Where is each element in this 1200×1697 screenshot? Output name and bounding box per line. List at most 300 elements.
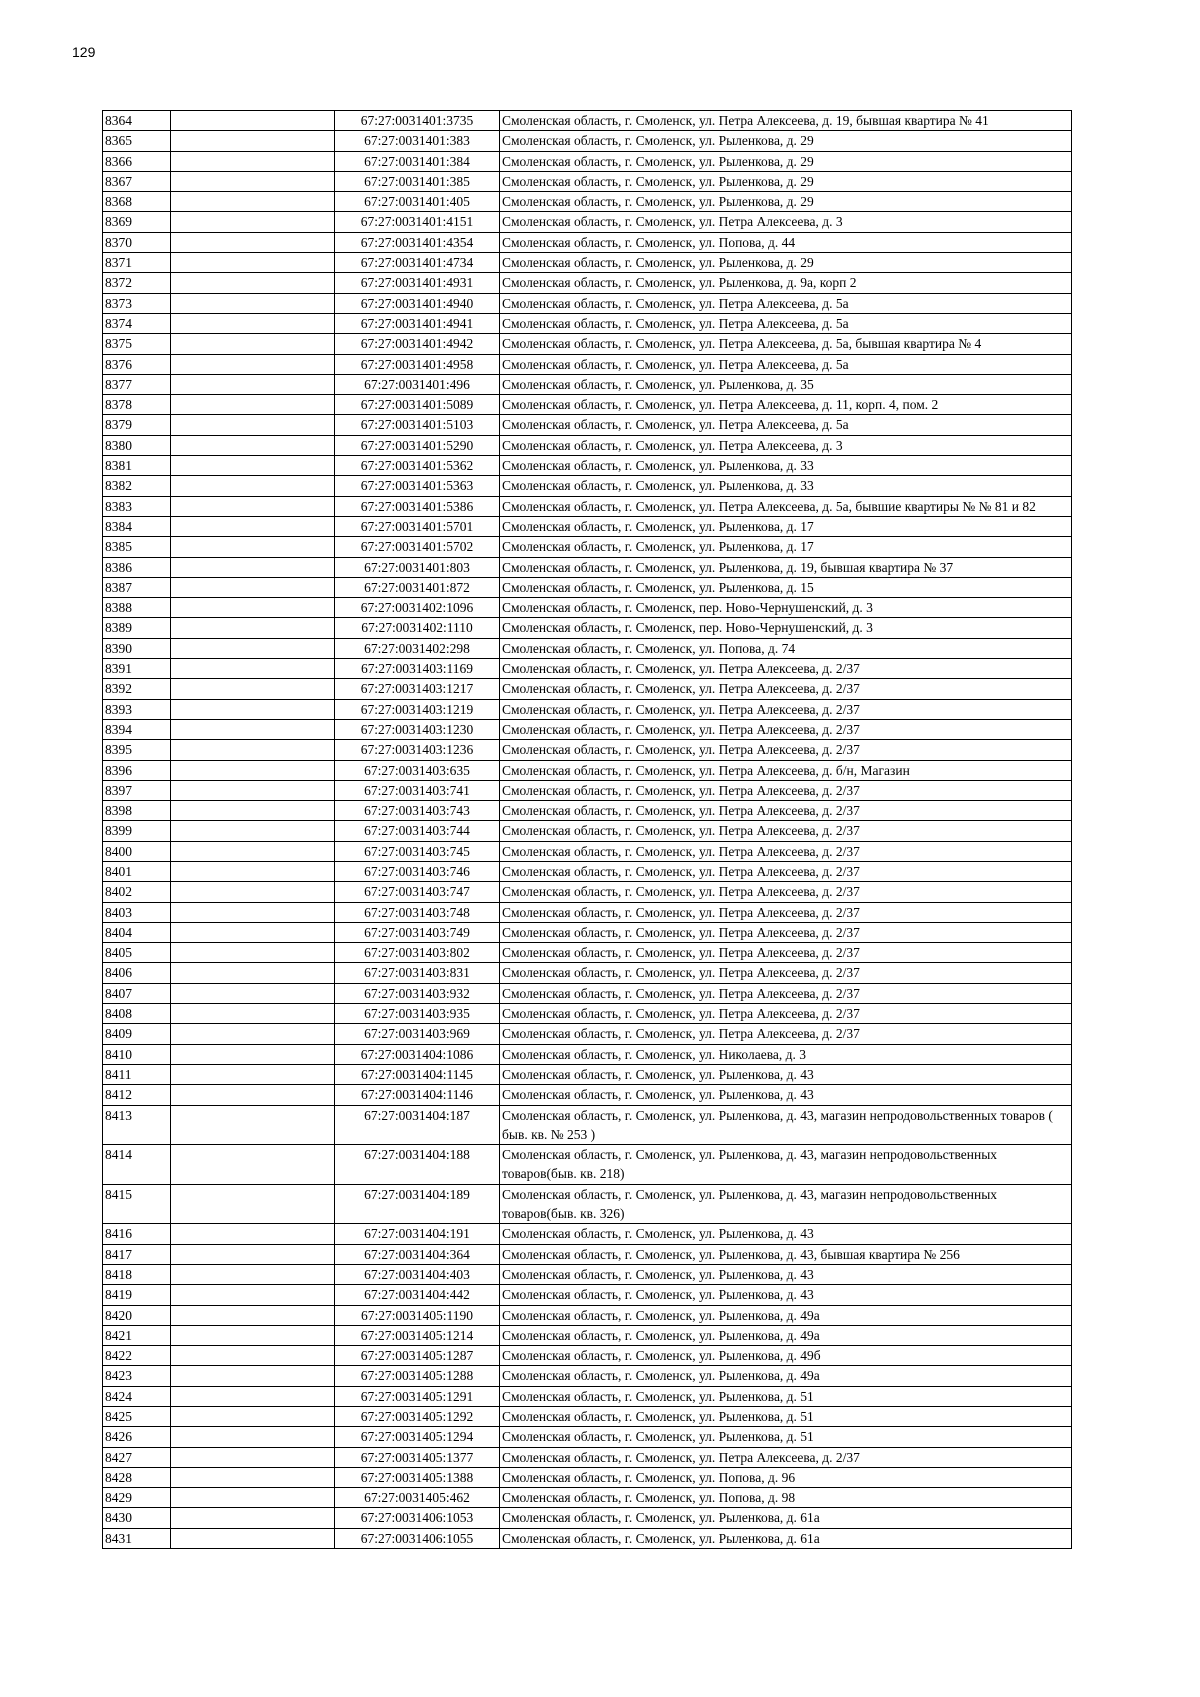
row-number-cell: 8401 — [103, 861, 171, 881]
cadastral-number-cell: 67:27:0031401:3735 — [335, 111, 500, 131]
table-row — [103, 902, 1072, 922]
table-row — [103, 496, 1072, 516]
empty-cell — [171, 456, 335, 476]
empty-cell — [171, 598, 335, 618]
table-row — [103, 1285, 1072, 1305]
empty-cell — [171, 151, 335, 171]
empty-cell — [171, 192, 335, 212]
cadastral-number-cell: 67:27:0031403:1236 — [335, 740, 500, 760]
empty-cell — [171, 1105, 335, 1145]
cadastral-number-cell: 67:27:0031403:1169 — [335, 659, 500, 679]
empty-cell — [171, 1407, 335, 1427]
cadastral-number-cell: 67:27:0031405:1377 — [335, 1447, 500, 1467]
empty-cell — [171, 1528, 335, 1548]
address-cell: Смоленская область, г. Смоленск, пер. Ново-Чернушенский, д. 3 — [500, 598, 1072, 618]
row-number-cell: 8427 — [103, 1447, 171, 1467]
row-number-cell: 8394 — [103, 719, 171, 739]
table-row — [103, 151, 1072, 171]
table-row — [103, 435, 1072, 455]
row-number-cell: 8375 — [103, 334, 171, 354]
table-row — [103, 1528, 1072, 1548]
row-number-cell: 8430 — [103, 1508, 171, 1528]
cadastral-number-cell: 67:27:0031403:743 — [335, 801, 500, 821]
address-cell: Смоленская область, г. Смоленск, ул. Петра Алексеева, д. 11, корп. 4, пом. 2 — [500, 395, 1072, 415]
empty-cell — [171, 1184, 335, 1224]
row-number-cell: 8407 — [103, 983, 171, 1003]
cadastral-number-cell: 67:27:0031404:403 — [335, 1264, 500, 1284]
row-number-cell: 8404 — [103, 922, 171, 942]
empty-cell — [171, 1305, 335, 1325]
table-row — [103, 1024, 1072, 1044]
address-cell: Смоленская область, г. Смоленск, ул. Петра Алексеева, д. 2/37 — [500, 882, 1072, 902]
table-row — [103, 1244, 1072, 1264]
row-number-cell: 8367 — [103, 171, 171, 191]
address-cell: Смоленская область, г. Смоленск, ул. Рыленкова, д. 19, бывшая квартира № 37 — [500, 557, 1072, 577]
empty-cell — [171, 821, 335, 841]
table-row — [103, 659, 1072, 679]
row-number-cell: 8395 — [103, 740, 171, 760]
table-row — [103, 232, 1072, 252]
empty-cell — [171, 1064, 335, 1084]
table-row — [103, 1346, 1072, 1366]
row-number-cell: 8400 — [103, 841, 171, 861]
table-row — [103, 354, 1072, 374]
table-row — [103, 456, 1072, 476]
cadastral-number-cell: 67:27:0031403:1219 — [335, 699, 500, 719]
row-number-cell: 8366 — [103, 151, 171, 171]
empty-cell — [171, 780, 335, 800]
cadastral-number-cell: 67:27:0031401:5701 — [335, 516, 500, 536]
cadastral-number-cell: 67:27:0031405:1388 — [335, 1467, 500, 1487]
empty-cell — [171, 111, 335, 131]
address-cell: Смоленская область, г. Смоленск, ул. Рыленкова, д. 51 — [500, 1386, 1072, 1406]
table-row — [103, 395, 1072, 415]
address-cell: Смоленская область, г. Смоленск, ул. Рыленкова, д. 35 — [500, 374, 1072, 394]
table-row — [103, 1184, 1072, 1224]
address-cell: Смоленская область, г. Смоленск, ул. Рыленкова, д. 33 — [500, 476, 1072, 496]
empty-cell — [171, 516, 335, 536]
row-number-cell: 8388 — [103, 598, 171, 618]
table-row — [103, 171, 1072, 191]
cadastral-number-cell: 67:27:0031401:4940 — [335, 293, 500, 313]
address-cell: Смоленская область, г. Смоленск, ул. Попова, д. 44 — [500, 232, 1072, 252]
row-number-cell: 8408 — [103, 1004, 171, 1024]
empty-cell — [171, 496, 335, 516]
row-number-cell: 8378 — [103, 395, 171, 415]
cadastral-number-cell: 67:27:0031404:1145 — [335, 1064, 500, 1084]
row-number-cell: 8397 — [103, 780, 171, 800]
row-number-cell: 8417 — [103, 1244, 171, 1264]
row-number-cell: 8365 — [103, 131, 171, 151]
empty-cell — [171, 983, 335, 1003]
row-number-cell: 8383 — [103, 496, 171, 516]
table-row — [103, 740, 1072, 760]
cadastral-number-cell: 67:27:0031402:298 — [335, 638, 500, 658]
table-row — [103, 963, 1072, 983]
address-cell: Смоленская область, г. Смоленск, ул. Рыленкова, д. 9а, корп 2 — [500, 273, 1072, 293]
empty-cell — [171, 354, 335, 374]
row-number-cell: 8396 — [103, 760, 171, 780]
cadastral-number-cell: 67:27:0031405:1294 — [335, 1427, 500, 1447]
cadastral-number-cell: 67:27:0031402:1110 — [335, 618, 500, 638]
table-row — [103, 1488, 1072, 1508]
empty-cell — [171, 131, 335, 151]
address-cell: Смоленская область, г. Смоленск, ул. Рыленкова, д. 29 — [500, 131, 1072, 151]
cadastral-number-cell: 67:27:0031403:744 — [335, 821, 500, 841]
cadastral-number-cell: 67:27:0031401:4734 — [335, 253, 500, 273]
cadastral-number-cell: 67:27:0031403:747 — [335, 882, 500, 902]
table-row — [103, 801, 1072, 821]
address-cell: Смоленская область, г. Смоленск, ул. Петра Алексеева, д. 2/37 — [500, 983, 1072, 1003]
empty-cell — [171, 861, 335, 881]
empty-cell — [171, 395, 335, 415]
row-number-cell: 8411 — [103, 1064, 171, 1084]
empty-cell — [171, 801, 335, 821]
empty-cell — [171, 1044, 335, 1064]
address-cell: Смоленская область, г. Смоленск, ул. Рыленкова, д. 43 — [500, 1285, 1072, 1305]
address-cell: Смоленская область, г. Смоленск, ул. Рыленкова, д. 43, магазин непродовольственных товаров(быв. кв. 326) — [500, 1184, 1072, 1224]
cadastral-number-cell: 67:27:0031401:384 — [335, 151, 500, 171]
table-row — [103, 557, 1072, 577]
cadastral-number-cell: 67:27:0031403:741 — [335, 780, 500, 800]
address-cell: Смоленская область, г. Смоленск, ул. Рыленкова, д. 29 — [500, 171, 1072, 191]
empty-cell — [171, 1085, 335, 1105]
cadastral-number-cell: 67:27:0031403:749 — [335, 922, 500, 942]
row-number-cell: 8425 — [103, 1407, 171, 1427]
row-number-cell: 8429 — [103, 1488, 171, 1508]
row-number-cell: 8380 — [103, 435, 171, 455]
row-number-cell: 8384 — [103, 516, 171, 536]
address-cell: Смоленская область, г. Смоленск, ул. Петра Алексеева, д. 2/37 — [500, 679, 1072, 699]
cadastral-number-cell: 67:27:0031405:1214 — [335, 1325, 500, 1345]
registry-table — [102, 110, 1072, 1549]
table-row — [103, 111, 1072, 131]
cadastral-number-cell: 67:27:0031405:1190 — [335, 1305, 500, 1325]
empty-cell — [171, 1004, 335, 1024]
cadastral-number-cell: 67:27:0031404:187 — [335, 1105, 500, 1145]
cadastral-number-cell: 67:27:0031401:4354 — [335, 232, 500, 252]
row-number-cell: 8422 — [103, 1346, 171, 1366]
cadastral-number-cell: 67:27:0031405:1287 — [335, 1346, 500, 1366]
empty-cell — [171, 659, 335, 679]
row-number-cell: 8410 — [103, 1044, 171, 1064]
cadastral-number-cell: 67:27:0031401:4151 — [335, 212, 500, 232]
address-cell: Смоленская область, г. Смоленск, ул. Петра Алексеева, д. 5а — [500, 354, 1072, 374]
address-cell: Смоленская область, г. Смоленск, ул. Петра Алексеева, д. 2/37 — [500, 699, 1072, 719]
table-row — [103, 1145, 1072, 1185]
table-row — [103, 679, 1072, 699]
cadastral-number-cell: 67:27:0031401:4942 — [335, 334, 500, 354]
address-cell: Смоленская область, г. Смоленск, ул. Рыленкова, д. 61а — [500, 1528, 1072, 1548]
empty-cell — [171, 618, 335, 638]
table-row — [103, 1508, 1072, 1528]
table-row — [103, 821, 1072, 841]
address-cell: Смоленская область, г. Смоленск, пер. Ново-Чернушенский, д. 3 — [500, 618, 1072, 638]
cadastral-number-cell: 67:27:0031401:4958 — [335, 354, 500, 374]
row-number-cell: 8389 — [103, 618, 171, 638]
address-cell: Смоленская область, г. Смоленск, ул. Рыленкова, д. 51 — [500, 1407, 1072, 1427]
cadastral-number-cell: 67:27:0031404:1146 — [335, 1085, 500, 1105]
empty-cell — [171, 719, 335, 739]
cadastral-number-cell: 67:27:0031401:872 — [335, 577, 500, 597]
cadastral-number-cell: 67:27:0031403:969 — [335, 1024, 500, 1044]
table-row — [103, 983, 1072, 1003]
empty-cell — [171, 171, 335, 191]
table-row — [103, 334, 1072, 354]
page-number: 129 — [72, 44, 96, 60]
row-number-cell: 8391 — [103, 659, 171, 679]
empty-cell — [171, 1467, 335, 1487]
address-cell: Смоленская область, г. Смоленск, ул. Петра Алексеева, д. 2/37 — [500, 659, 1072, 679]
address-cell: Смоленская область, г. Смоленск, ул. Петра Алексеева, д. 5а — [500, 293, 1072, 313]
address-cell: Смоленская область, г. Смоленск, ул. Рыленкова, д. 43, магазин непродовольственных товаров(быв. кв. 218) — [500, 1145, 1072, 1185]
empty-cell — [171, 557, 335, 577]
address-cell: Смоленская область, г. Смоленск, ул. Петра Алексеева, д. 5а — [500, 415, 1072, 435]
address-cell: Смоленская область, г. Смоленск, ул. Петра Алексеева, д. 2/37 — [500, 1024, 1072, 1044]
empty-cell — [171, 253, 335, 273]
address-cell: Смоленская область, г. Смоленск, ул. Рыленкова, д. 43 — [500, 1224, 1072, 1244]
row-number-cell: 8381 — [103, 456, 171, 476]
address-cell: Смоленская область, г. Смоленск, ул. Петра Алексеева, д. 19, бывшая квартира № 41 — [500, 111, 1072, 131]
empty-cell — [171, 435, 335, 455]
cadastral-number-cell: 67:27:0031403:935 — [335, 1004, 500, 1024]
table-row — [103, 618, 1072, 638]
address-cell: Смоленская область, г. Смоленск, ул. Петра Алексеева, д. 5а, бывшая квартира № 4 — [500, 334, 1072, 354]
address-cell: Смоленская область, г. Смоленск, ул. Рыленкова, д. 43 — [500, 1064, 1072, 1084]
row-number-cell: 8424 — [103, 1386, 171, 1406]
table-row — [103, 537, 1072, 557]
cadastral-number-cell: 67:27:0031404:364 — [335, 1244, 500, 1264]
address-cell: Смоленская область, г. Смоленск, ул. Петра Алексеева, д. 2/37 — [500, 861, 1072, 881]
row-number-cell: 8414 — [103, 1145, 171, 1185]
empty-cell — [171, 740, 335, 760]
address-cell: Смоленская область, г. Смоленск, ул. Рыленкова, д. 15 — [500, 577, 1072, 597]
table-row — [103, 1085, 1072, 1105]
address-cell: Смоленская область, г. Смоленск, ул. Петра Алексеева, д. 2/37 — [500, 1004, 1072, 1024]
table-row — [103, 374, 1072, 394]
address-cell: Смоленская область, г. Смоленск, ул. Рыленкова, д. 43 — [500, 1085, 1072, 1105]
address-cell: Смоленская область, г. Смоленск, ул. Рыленкова, д. 43, бывшая квартира № 256 — [500, 1244, 1072, 1264]
address-cell: Смоленская область, г. Смоленск, ул. Петра Алексеева, д. 2/37 — [500, 801, 1072, 821]
empty-cell — [171, 313, 335, 333]
cadastral-number-cell: 67:27:0031405:462 — [335, 1488, 500, 1508]
address-cell: Смоленская область, г. Смоленск, ул. Рыленкова, д. 29 — [500, 192, 1072, 212]
empty-cell — [171, 1024, 335, 1044]
row-number-cell: 8371 — [103, 253, 171, 273]
table-row — [103, 1305, 1072, 1325]
row-number-cell: 8415 — [103, 1184, 171, 1224]
row-number-cell: 8372 — [103, 273, 171, 293]
empty-cell — [171, 638, 335, 658]
table-row — [103, 415, 1072, 435]
row-number-cell: 8392 — [103, 679, 171, 699]
table-row — [103, 476, 1072, 496]
row-number-cell: 8377 — [103, 374, 171, 394]
table-row — [103, 131, 1072, 151]
table-row — [103, 1427, 1072, 1447]
address-cell: Смоленская область, г. Смоленск, ул. Рыленкова, д. 29 — [500, 151, 1072, 171]
address-cell: Смоленская область, г. Смоленск, ул. Петра Алексеева, д. 2/37 — [500, 740, 1072, 760]
address-cell: Смоленская область, г. Смоленск, ул. Петра Алексеева, д. 3 — [500, 212, 1072, 232]
empty-cell — [171, 1264, 335, 1284]
empty-cell — [171, 577, 335, 597]
address-cell: Смоленская область, г. Смоленск, ул. Николаева, д. 3 — [500, 1044, 1072, 1064]
row-number-cell: 8379 — [103, 415, 171, 435]
empty-cell — [171, 882, 335, 902]
cadastral-number-cell: 67:27:0031401:5363 — [335, 476, 500, 496]
empty-cell — [171, 902, 335, 922]
address-cell: Смоленская область, г. Смоленск, ул. Петра Алексеева, д. 2/37 — [500, 1447, 1072, 1467]
empty-cell — [171, 1427, 335, 1447]
address-cell: Смоленская область, г. Смоленск, ул. Попова, д. 96 — [500, 1467, 1072, 1487]
row-number-cell: 8382 — [103, 476, 171, 496]
address-cell: Смоленская область, г. Смоленск, ул. Рыленкова, д. 17 — [500, 516, 1072, 536]
table-row — [103, 719, 1072, 739]
empty-cell — [171, 232, 335, 252]
address-cell: Смоленская область, г. Смоленск, ул. Петра Алексеева, д. 2/37 — [500, 841, 1072, 861]
address-cell: Смоленская область, г. Смоленск, ул. Попова, д. 74 — [500, 638, 1072, 658]
empty-cell — [171, 1145, 335, 1185]
cadastral-number-cell: 67:27:0031401:5103 — [335, 415, 500, 435]
table-row — [103, 699, 1072, 719]
empty-cell — [171, 679, 335, 699]
row-number-cell: 8369 — [103, 212, 171, 232]
cadastral-number-cell: 67:27:0031403:745 — [335, 841, 500, 861]
table-row — [103, 1407, 1072, 1427]
cadastral-number-cell: 67:27:0031401:5362 — [335, 456, 500, 476]
row-number-cell: 8390 — [103, 638, 171, 658]
row-number-cell: 8409 — [103, 1024, 171, 1044]
cadastral-number-cell: 67:27:0031403:1217 — [335, 679, 500, 699]
cadastral-number-cell: 67:27:0031403:932 — [335, 983, 500, 1003]
address-cell: Смоленская область, г. Смоленск, ул. Петра Алексеева, д. 2/37 — [500, 963, 1072, 983]
cadastral-number-cell: 67:27:0031403:746 — [335, 861, 500, 881]
cadastral-number-cell: 67:27:0031401:4941 — [335, 313, 500, 333]
empty-cell — [171, 537, 335, 557]
row-number-cell: 8416 — [103, 1224, 171, 1244]
address-cell: Смоленская область, г. Смоленск, ул. Петра Алексеева, д. 2/37 — [500, 719, 1072, 739]
table-row — [103, 638, 1072, 658]
table-row — [103, 861, 1072, 881]
cadastral-number-cell: 67:27:0031406:1053 — [335, 1508, 500, 1528]
address-cell: Смоленская область, г. Смоленск, ул. Петра Алексеева, д. 2/37 — [500, 902, 1072, 922]
row-number-cell: 8418 — [103, 1264, 171, 1284]
row-number-cell: 8385 — [103, 537, 171, 557]
address-cell: Смоленская область, г. Смоленск, ул. Петра Алексеева, д. б/н, Магазин — [500, 760, 1072, 780]
row-number-cell: 8374 — [103, 313, 171, 333]
cadastral-number-cell: 67:27:0031403:831 — [335, 963, 500, 983]
address-cell: Смоленская область, г. Смоленск, ул. Рыленкова, д. 43 — [500, 1264, 1072, 1284]
empty-cell — [171, 212, 335, 232]
row-number-cell: 8370 — [103, 232, 171, 252]
table-row — [103, 922, 1072, 942]
cadastral-number-cell: 67:27:0031404:191 — [335, 1224, 500, 1244]
row-number-cell: 8413 — [103, 1105, 171, 1145]
row-number-cell: 8386 — [103, 557, 171, 577]
empty-cell — [171, 415, 335, 435]
address-cell: Смоленская область, г. Смоленск, ул. Петра Алексеева, д. 3 — [500, 435, 1072, 455]
cadastral-number-cell: 67:27:0031401:383 — [335, 131, 500, 151]
table-row — [103, 1467, 1072, 1487]
cadastral-number-cell: 67:27:0031404:188 — [335, 1145, 500, 1185]
table-row — [103, 1044, 1072, 1064]
table-row — [103, 882, 1072, 902]
cadastral-number-cell: 67:27:0031402:1096 — [335, 598, 500, 618]
empty-cell — [171, 922, 335, 942]
address-cell: Смоленская область, г. Смоленск, ул. Рыленкова, д. 49б — [500, 1346, 1072, 1366]
row-number-cell: 8399 — [103, 821, 171, 841]
empty-cell — [171, 293, 335, 313]
table-row — [103, 516, 1072, 536]
address-cell: Смоленская область, г. Смоленск, ул. Петра Алексеева, д. 2/37 — [500, 821, 1072, 841]
empty-cell — [171, 1224, 335, 1244]
table-row — [103, 1064, 1072, 1084]
address-cell: Смоленская область, г. Смоленск, ул. Петра Алексеева, д. 5а, бывшие квартиры № № 81 и 82 — [500, 496, 1072, 516]
row-number-cell: 8402 — [103, 882, 171, 902]
table-row — [103, 598, 1072, 618]
row-number-cell: 8431 — [103, 1528, 171, 1548]
table-row — [103, 780, 1072, 800]
cadastral-number-cell: 67:27:0031403:748 — [335, 902, 500, 922]
cadastral-number-cell: 67:27:0031401:803 — [335, 557, 500, 577]
address-cell: Смоленская область, г. Смоленск, ул. Рыленкова, д. 49а — [500, 1325, 1072, 1345]
row-number-cell: 8398 — [103, 801, 171, 821]
cadastral-number-cell: 67:27:0031404:1086 — [335, 1044, 500, 1064]
cadastral-number-cell: 67:27:0031401:5089 — [335, 395, 500, 415]
cadastral-number-cell: 67:27:0031403:1230 — [335, 719, 500, 739]
row-number-cell: 8393 — [103, 699, 171, 719]
empty-cell — [171, 1366, 335, 1386]
row-number-cell: 8368 — [103, 192, 171, 212]
row-number-cell: 8364 — [103, 111, 171, 131]
address-cell: Смоленская область, г. Смоленск, ул. Рыленкова, д. 29 — [500, 253, 1072, 273]
row-number-cell: 8419 — [103, 1285, 171, 1305]
row-number-cell: 8376 — [103, 354, 171, 374]
empty-cell — [171, 374, 335, 394]
table-row — [103, 841, 1072, 861]
row-number-cell: 8421 — [103, 1325, 171, 1345]
cadastral-number-cell: 67:27:0031401:5290 — [335, 435, 500, 455]
table-row — [103, 1264, 1072, 1284]
address-cell: Смоленская область, г. Смоленск, ул. Рыленкова, д. 61а — [500, 1508, 1072, 1528]
empty-cell — [171, 1508, 335, 1528]
address-cell: Смоленская область, г. Смоленск, ул. Попова, д. 98 — [500, 1488, 1072, 1508]
cadastral-number-cell: 67:27:0031403:802 — [335, 943, 500, 963]
row-number-cell: 8405 — [103, 943, 171, 963]
address-cell: Смоленская область, г. Смоленск, ул. Рыленкова, д. 49а — [500, 1305, 1072, 1325]
registry-table-body — [103, 111, 1072, 1549]
cadastral-number-cell: 67:27:0031405:1288 — [335, 1366, 500, 1386]
table-row — [103, 760, 1072, 780]
row-number-cell: 8403 — [103, 902, 171, 922]
cadastral-number-cell: 67:27:0031401:5702 — [335, 537, 500, 557]
address-cell: Смоленская область, г. Смоленск, ул. Рыленкова, д. 43, магазин непродовольственных товаров ( быв. кв. № 253 ) — [500, 1105, 1072, 1145]
empty-cell — [171, 1386, 335, 1406]
cadastral-number-cell: 67:27:0031404:189 — [335, 1184, 500, 1224]
address-cell: Смоленская область, г. Смоленск, ул. Петра Алексеева, д. 5а — [500, 313, 1072, 333]
cadastral-number-cell: 67:27:0031401:4931 — [335, 273, 500, 293]
table-row — [103, 212, 1072, 232]
row-number-cell: 8428 — [103, 1467, 171, 1487]
empty-cell — [171, 943, 335, 963]
cadastral-number-cell: 67:27:0031401:405 — [335, 192, 500, 212]
cadastral-number-cell: 67:27:0031401:496 — [335, 374, 500, 394]
empty-cell — [171, 841, 335, 861]
cadastral-number-cell: 67:27:0031406:1055 — [335, 1528, 500, 1548]
empty-cell — [171, 1346, 335, 1366]
row-number-cell: 8420 — [103, 1305, 171, 1325]
table-row — [103, 943, 1072, 963]
